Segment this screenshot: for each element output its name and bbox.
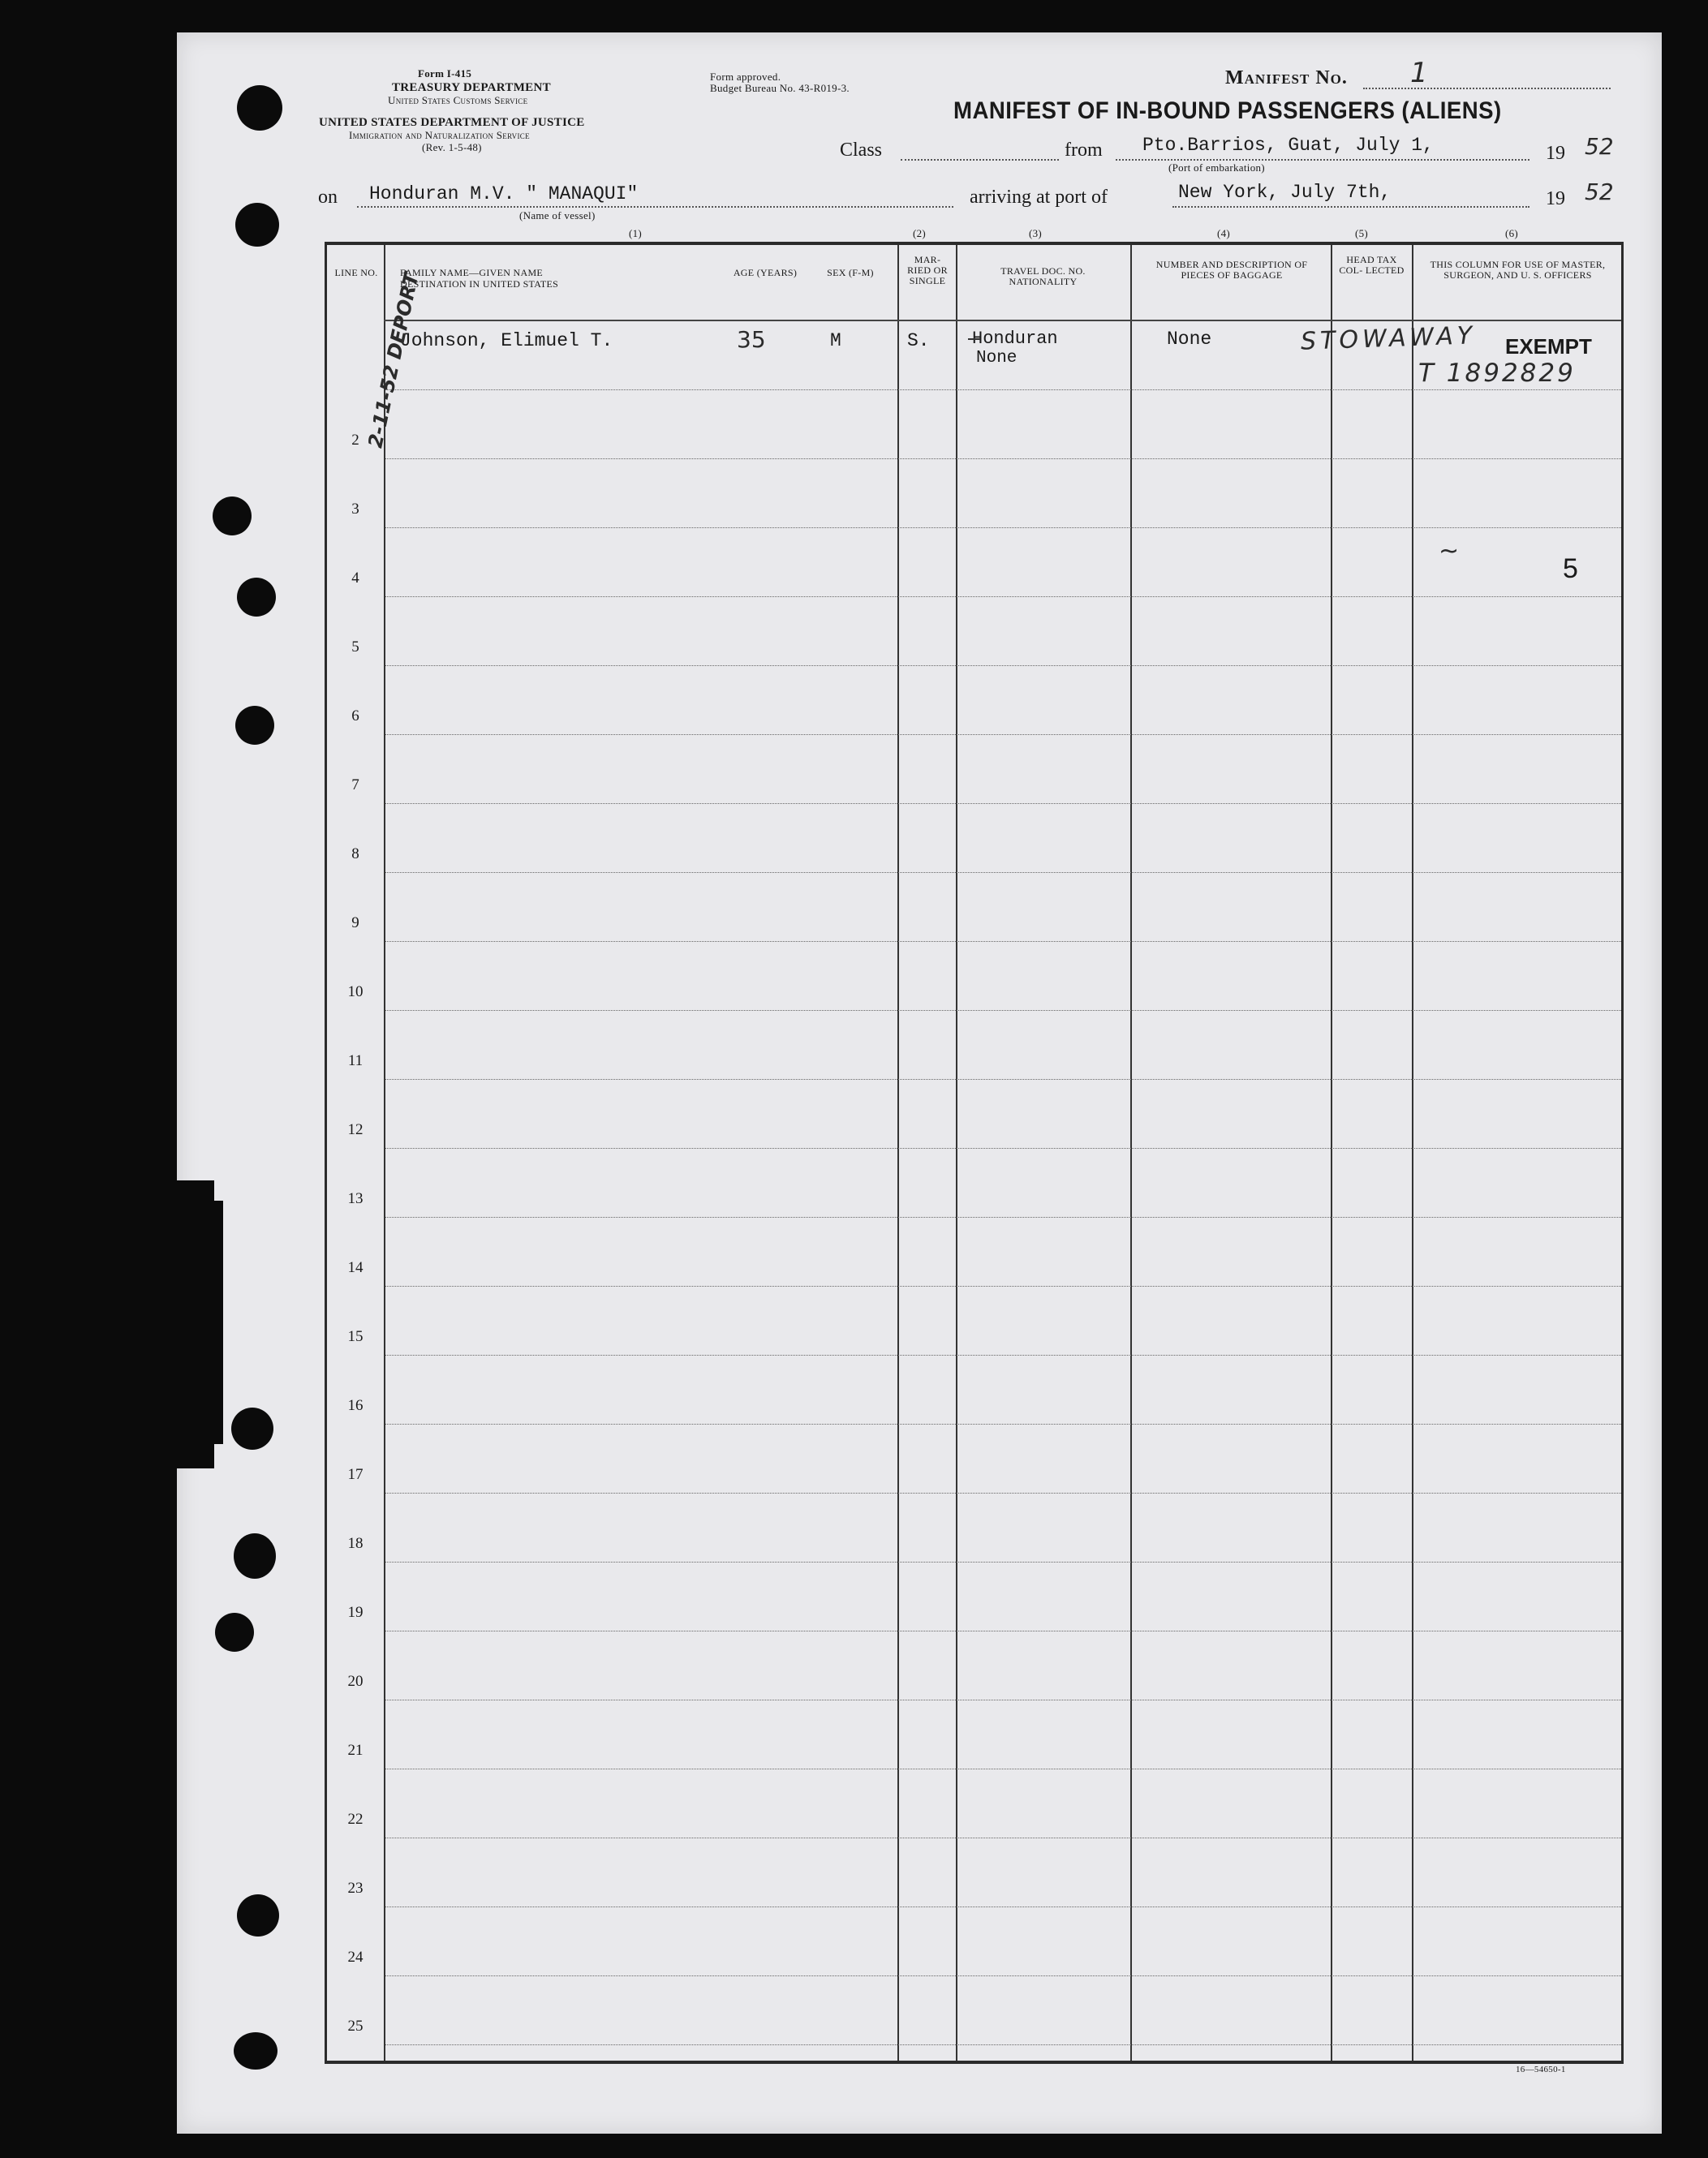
year-1: 52 (1585, 133, 1614, 160)
passenger-name: Johnson, Elimuel T. (400, 330, 613, 351)
department-label: TREASURY DEPARTMENT (392, 81, 551, 94)
col-divider (384, 245, 385, 2061)
header-separator (384, 320, 1621, 321)
table-row (385, 1355, 1621, 1356)
passenger-married: S. (907, 330, 930, 351)
table-row (385, 1079, 1621, 1080)
col-divider (1331, 245, 1332, 2061)
stowaway-note: STOWAWAY (1300, 321, 1477, 356)
punch-hole (237, 85, 282, 131)
deport-margin-note: 2-11-52 DEPORT (364, 270, 424, 450)
line-number: 21 (347, 1742, 364, 1759)
line-number: 22 (347, 1811, 364, 1828)
punch-hole (213, 497, 252, 535)
line-number: 8 (351, 845, 359, 862)
punch-hole (235, 203, 279, 247)
passenger-nationality: Honduran (972, 329, 1058, 349)
header-officers: THIS COLUMN FOR USE OF MASTER, SURGEON, AND U. S. OFFICERS (1430, 259, 1606, 281)
col-num-6: (6) (1505, 227, 1519, 239)
punch-hole (237, 1894, 279, 1937)
col-divider (956, 245, 957, 2061)
line-number: 5 (351, 638, 359, 656)
line-number: 4 (351, 570, 359, 587)
passenger-travel-doc: None (976, 349, 1017, 368)
from-line (1116, 159, 1529, 161)
exempt-stamp: EXEMPT (1505, 334, 1592, 359)
vessel-value: Honduran M.V. " MANAQUI" (369, 183, 639, 204)
revision-label: (Rev. 1-5-48) (422, 141, 482, 153)
passenger-baggage: None (1167, 329, 1212, 350)
col-num-3: (3) (1029, 227, 1043, 239)
line-number: 16 (347, 1397, 364, 1414)
table-row (385, 1424, 1621, 1425)
from-value: Pto.Barrios, Guat, July 1, (1142, 135, 1434, 156)
line-number: 6 (351, 707, 359, 724)
passenger-table (325, 242, 1624, 2064)
arriving-label: arriving at port of (970, 187, 1108, 208)
table-row (385, 1286, 1621, 1287)
pencil-number: 5 (1563, 553, 1578, 584)
arriving-line (1172, 206, 1529, 208)
class-label: Class (840, 140, 883, 161)
vessel-caption: (Name of vessel) (519, 209, 596, 221)
manifest-no-value: 1 (1410, 57, 1428, 89)
ins-label: Immigration and Naturalization Service (349, 129, 530, 141)
table-row (385, 458, 1621, 459)
table-row (385, 2044, 1621, 2045)
line-number: 13 (347, 1190, 364, 1207)
col-divider (897, 245, 899, 2061)
line-number: 12 (347, 1121, 364, 1138)
punch-hole (231, 1408, 273, 1450)
table-row (385, 1975, 1621, 1976)
table-row (385, 1493, 1621, 1494)
line-number: 20 (347, 1673, 364, 1690)
table-row (385, 665, 1621, 666)
header-married: MAR- RIED OR SINGLE (907, 254, 948, 286)
table-row (385, 1217, 1621, 1218)
on-label: on (318, 187, 338, 208)
punch-hole (234, 1533, 276, 1579)
manifest-no-line (1363, 88, 1611, 89)
table-row (385, 872, 1621, 873)
line-number: 11 (347, 1052, 364, 1069)
header-age: AGE (YEARS) (733, 267, 798, 278)
line-number: 24 (347, 1949, 364, 1966)
header-name: FAMILY NAME—GIVEN NAME (400, 267, 544, 278)
table-row (385, 941, 1621, 942)
line-number: 2 (351, 432, 359, 449)
vessel-line (357, 206, 953, 208)
line-number: 7 (351, 776, 359, 793)
line-number: 10 (347, 983, 364, 1000)
header-sex: SEX (F-M) (827, 267, 874, 278)
table-row (385, 1010, 1621, 1011)
arriving-value: New York, July 7th, (1178, 182, 1392, 203)
line-number: 9 (351, 914, 359, 931)
form-approved: Form approved. (710, 71, 781, 83)
table-row (385, 527, 1621, 528)
year-2: 52 (1585, 178, 1614, 205)
header-headtax: HEAD TAX COL- LECTED (1339, 254, 1405, 276)
table-row (385, 734, 1621, 735)
torn-edge (207, 1201, 223, 1444)
nationality-dash (968, 338, 980, 340)
table-row (385, 596, 1621, 597)
punch-hole (215, 1613, 254, 1652)
class-line (901, 159, 1059, 161)
table-row (385, 1562, 1621, 1563)
punch-hole (237, 578, 276, 617)
from-label: from (1065, 140, 1103, 161)
punch-hole (234, 2032, 277, 2070)
punch-hole (235, 706, 274, 745)
port-embarkation-caption: (Port of embarkation) (1168, 161, 1265, 174)
justice-label: UNITED STATES DEPARTMENT OF JUSTICE (319, 116, 585, 129)
col-divider (1130, 245, 1132, 2061)
header-line-no: LINE NO. (334, 267, 378, 278)
col-num-4: (4) (1217, 227, 1231, 239)
line-number: 15 (347, 1328, 364, 1345)
header-baggage: NUMBER AND DESCRIPTION OF PIECES OF BAGGAGE (1155, 259, 1308, 281)
header-travel: TRAVEL DOC. NO. NATIONALITY (1000, 265, 1086, 287)
col-num-5: (5) (1355, 227, 1369, 239)
pencil-mark: ~ (1439, 537, 1460, 565)
line-number: 23 (347, 1880, 364, 1897)
table-row (385, 1148, 1621, 1149)
col-divider (1412, 245, 1413, 2061)
table-row (385, 389, 1621, 390)
line-number: 14 (347, 1259, 364, 1276)
year-prefix-1: 19 (1546, 143, 1565, 164)
footer-code: 16—54650-1 (1516, 2065, 1566, 2074)
col-num-2: (2) (913, 227, 927, 239)
budget-bureau: Budget Bureau No. 43-R019-3. (710, 82, 850, 94)
line-number: 3 (351, 501, 359, 518)
passenger-age: 35 (737, 326, 766, 353)
service-label: United States Customs Service (388, 94, 528, 106)
header-destination: DESTINATION IN UNITED STATES (400, 278, 559, 290)
line-number: 17 (347, 1466, 364, 1483)
year-prefix-2: 19 (1546, 188, 1565, 209)
table-row (385, 803, 1621, 804)
col-num-1: (1) (629, 227, 643, 239)
certificate-number: T 1892829 (1418, 359, 1576, 388)
form-number: Form I-415 (418, 67, 472, 80)
manifest-title: MANIFEST OF IN-BOUND PASSENGERS (ALIENS) (953, 97, 1502, 124)
passenger-sex: M (830, 330, 841, 351)
manifest-no-label: Manifest No. (1225, 67, 1348, 88)
line-number: 19 (347, 1604, 364, 1621)
line-number: 25 (347, 2018, 364, 2035)
line-number: 18 (347, 1535, 364, 1552)
